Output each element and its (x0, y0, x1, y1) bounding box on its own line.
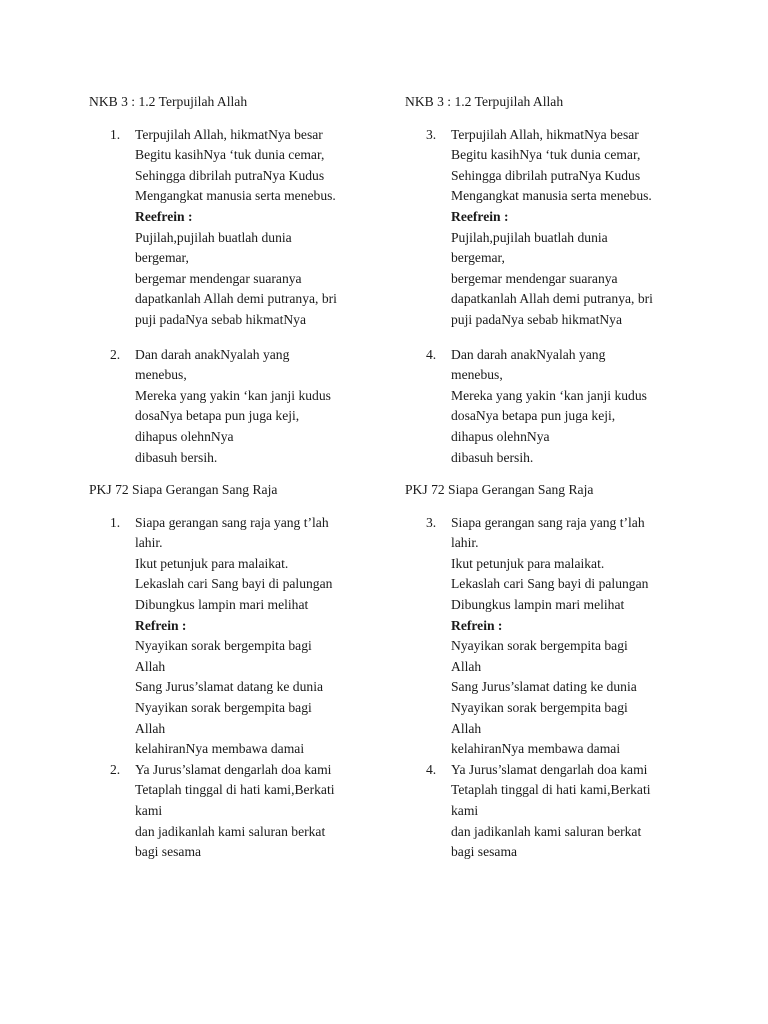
spacer (405, 113, 735, 125)
lyric-line: dapatkanlah Allah demi putranya, bri (451, 291, 653, 307)
lyric-line: dan jadikanlah kami saluran berkat (451, 823, 642, 839)
lyric-line: Allah (135, 658, 166, 674)
lyric-line: Nyayikan sorak bergempita bagi (451, 638, 628, 654)
song-section (405, 92, 735, 468)
lyric-line: Begitu kasihNya ‘tuk dunia cemar, (135, 147, 325, 163)
song-title: PKJ 72 Siapa Gerangan Sang Raja (405, 482, 594, 498)
spacer (89, 468, 419, 480)
lyric-line: bagi sesama (135, 844, 202, 860)
song-title: PKJ 72 Siapa Gerangan Sang Raja (89, 482, 278, 498)
lyric-line: Allah (451, 658, 482, 674)
lyric-line: bergemar mendengar suaranya (451, 270, 618, 286)
verse-block (405, 513, 735, 760)
lyric-line: Terpujilah Allah, hikmatNya besar (135, 126, 323, 142)
verse-block (89, 345, 419, 469)
lyric-line: dosaNya betapa pun juga keji, (451, 408, 616, 424)
verse-block (405, 125, 735, 331)
verse-block (405, 345, 735, 469)
lyric-line: Dan darah anakNyalah yang (135, 346, 290, 362)
spacer (89, 331, 419, 345)
lyric-line: Nyayikan sorak bergempita bagi (451, 700, 628, 716)
lyric-line: Sang Jurus’slamat dating ke dunia (451, 679, 637, 695)
lyric-line: kelahiranNya membawa damai (135, 741, 305, 757)
lyric-line: Lekaslah cari Sang bayi di palungan (135, 576, 333, 592)
lyric-line: Mereka yang yakin ‘kan janji kudus (451, 387, 647, 403)
lyric-line: Pujilah,pujilah buatlah dunia (135, 229, 292, 245)
lyric-line: Siapa gerangan sang raja yang t’lah (135, 514, 329, 530)
song-section (89, 480, 419, 863)
lyric-line: Mereka yang yakin ‘kan janji kudus (135, 387, 331, 403)
lyric-line: Ikut petunjuk para malaikat. (451, 555, 605, 571)
verse-number: 1. (110, 514, 121, 530)
lyric-line: Sehingga dibrilah putraNya Kudus (135, 167, 325, 183)
right-column (405, 92, 735, 863)
spacer (405, 468, 735, 480)
lyric-line: puji padaNya sebab hikmatNya (135, 311, 307, 327)
lyric-line: Dibungkus lampin mari melihat (135, 597, 309, 613)
spacer (405, 331, 735, 345)
lyric-line: puji padaNya sebab hikmatNya (451, 311, 623, 327)
lyric-line: dibasuh bersih. (451, 449, 534, 465)
lyric-line: Begitu kasihNya ‘tuk dunia cemar, (451, 147, 641, 163)
lyric-line: dosaNya betapa pun juga keji, (135, 408, 300, 424)
lyric-line: Dan darah anakNyalah yang (451, 346, 606, 362)
lyric-line: kelahiranNya membawa damai (451, 741, 621, 757)
lyric-line: Allah (451, 720, 482, 736)
lyric-line: kami (135, 803, 163, 818)
song-title: NKB 3 : 1.2 Terpujilah Allah (405, 94, 564, 109)
lyric-line: bergemar mendengar suaranya (135, 270, 302, 286)
lyric-line: Dibungkus lampin mari melihat (451, 597, 625, 613)
lyric-line: Sang Jurus’slamat datang ke dunia (135, 679, 324, 695)
verse-block (89, 760, 419, 863)
lyric-line: Tetaplah tinggal di hati kami,Berkati (451, 782, 651, 798)
lyric-line: bergemar, (451, 250, 505, 266)
song-section (405, 480, 735, 863)
lyric-line: Ikut petunjuk para malaikat. (135, 555, 289, 571)
lyric-line: Pujilah,pujilah buatlah dunia (451, 229, 608, 245)
lyric-line: menebus, (451, 367, 503, 383)
lyric-line: Sehingga dibrilah putraNya Kudus (451, 167, 641, 183)
lyric-line: Ya Jurus’slamat dengarlah doa kami (135, 761, 332, 777)
lyric-line: dapatkanlah Allah demi putranya, bri (135, 291, 337, 307)
lyric-line: dihapus olehnNya (451, 428, 550, 444)
refrain-label: Reefrein : (451, 208, 509, 224)
lyric-line: dihapus olehnNya (135, 428, 234, 444)
lyric-line: bagi sesama (451, 844, 518, 860)
left-column (89, 92, 419, 863)
lyric-line: Mengangkat manusia serta menebus. (451, 188, 652, 204)
lyric-line: dibasuh bersih. (135, 449, 218, 465)
lyric-line: lahir. (451, 535, 479, 551)
verse-number: 4. (426, 761, 437, 777)
spacer (89, 113, 419, 125)
lyric-line: Nyayikan sorak bergempita bagi (135, 638, 312, 654)
song-section (89, 92, 419, 468)
lyric-line: Ya Jurus’slamat dengarlah doa kami (451, 761, 648, 777)
lyric-line: menebus, (135, 367, 187, 383)
lyric-line: Tetaplah tinggal di hati kami,Berkati (135, 782, 335, 798)
lyric-line: Siapa gerangan sang raja yang t’lah (451, 514, 645, 530)
lyric-line: kami (451, 803, 479, 818)
verse-number: 3. (426, 126, 437, 142)
lyric-line: dan jadikanlah kami saluran berkat (135, 823, 326, 839)
refrain-label: Reefrein : (135, 208, 193, 224)
refrain-label: Refrein : (135, 617, 187, 633)
verse-block (89, 125, 419, 331)
verse-number: 2. (110, 346, 121, 362)
lyric-line: bergemar, (135, 250, 189, 266)
lyric-line: Terpujilah Allah, hikmatNya besar (451, 126, 639, 142)
verse-number: 1. (110, 126, 121, 142)
lyric-line: Lekaslah cari Sang bayi di palungan (451, 576, 649, 592)
refrain-label: Refrein : (451, 617, 503, 633)
song-title: NKB 3 : 1.2 Terpujilah Allah (89, 94, 248, 109)
lyric-line: Mengangkat manusia serta menebus. (135, 188, 336, 204)
verse-block (89, 513, 419, 760)
verse-block (405, 760, 735, 863)
spacer (89, 501, 419, 513)
lyric-line: Nyayikan sorak bergempita bagi (135, 700, 312, 716)
spacer (405, 501, 735, 513)
verse-number: 2. (110, 761, 121, 777)
lyric-line: Allah (135, 720, 166, 736)
verse-number: 3. (426, 514, 437, 530)
lyric-line: lahir. (135, 535, 163, 551)
verse-number: 4. (426, 346, 437, 362)
